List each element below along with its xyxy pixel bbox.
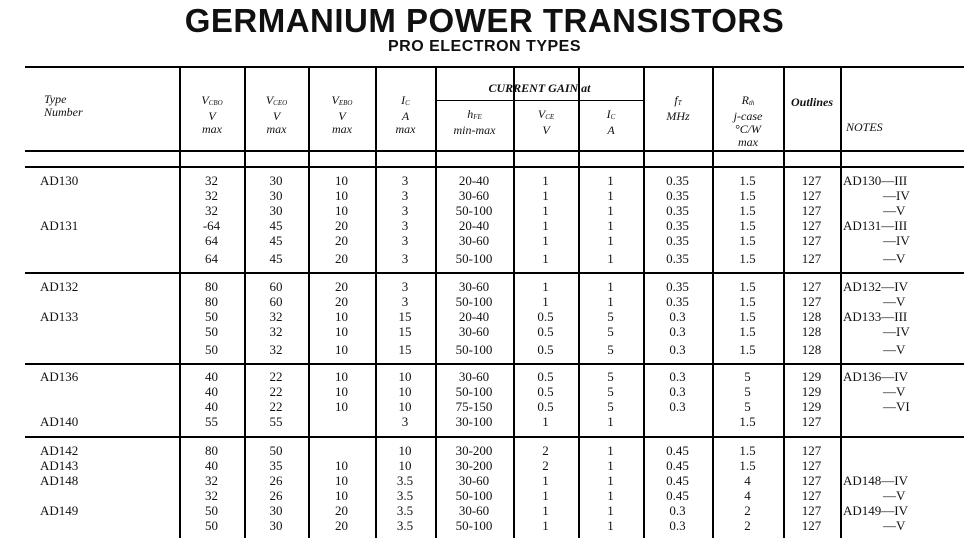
table-cell: 1 [607,503,614,518]
table-cell: 1 [542,414,549,429]
type-number-cell: AD133 [40,309,79,324]
table-cell: 0.5 [537,384,554,399]
table-cell: 0.35 [666,233,689,248]
table-cell: 3.5 [396,473,414,488]
table-cell: 2 [744,518,751,533]
table-cell: 1 [542,503,549,518]
table-cell: 127 [801,203,822,218]
header-vceo [245,94,308,136]
header-rth-symbol: R [741,93,749,107]
table-cell: 3 [401,188,409,203]
table-cell: 127 [801,294,822,309]
table-cell: 1 [607,458,614,473]
table-cell: 0.3 [669,503,686,518]
table-cell: 32 [205,188,218,203]
table-cell: 1 [607,203,614,218]
table-cell: 3 [401,294,409,309]
header-vceo-line: max [266,122,287,136]
table-cell: 5 [744,399,751,414]
table-cell: 127 [801,518,822,533]
table-cell: 129 [801,369,822,384]
table-cell: 1 [607,233,614,248]
table-cell: 32 [205,473,218,488]
table-cell: 50-100 [455,251,493,266]
table-cell: 10 [335,399,348,414]
type-number-cell: AD136 [40,369,79,384]
header-rth-line: j-case [733,109,763,123]
table-cell: 5 [607,309,614,324]
type-number-cell: AD132 [40,279,79,294]
notes-cell: —V [883,518,906,533]
header-gain-vce-line: V [542,123,550,137]
table-cell: 20 [335,503,348,518]
header-vcbo-subscript: CBO [208,99,223,107]
table-cell: 0.35 [666,279,689,294]
table-cell: 50-100 [455,294,493,309]
table-cell: 1 [607,294,614,309]
header-vebo-symbol: V [331,93,339,107]
table-cell: 60 [269,279,283,294]
header-ic-subscript: C [405,99,410,107]
header-gain-ic [579,108,643,137]
table-cell: 20 [335,233,348,248]
table-cell: 50-100 [455,203,493,218]
table-cell: 1 [542,173,549,188]
table-cell: 64 [205,251,218,266]
table-cell: 1.5 [739,458,756,473]
table-cell: 3 [401,173,409,188]
header-gain-vce-symbol: V [537,107,546,121]
header-vebo-line: V [338,109,346,123]
table-cell: 0.35 [666,251,689,266]
table-top-rule [25,66,964,68]
table-cell: 30 [269,203,283,218]
header-notes: NOTES [846,120,883,134]
table-cell: 10 [398,399,412,414]
header-ft-symbol: f [674,93,678,107]
table-cell: 127 [801,188,822,203]
group-separator [25,272,964,274]
header-type-number [44,93,164,119]
header-type-line: Number [44,105,83,119]
table-cell: 10 [335,384,348,399]
page-title: GERMANIUM POWER TRANSISTORS [184,2,785,39]
table-cell: 80 [205,279,218,294]
header-rth-subscript: th [748,99,755,107]
table-cell: 5 [744,369,751,384]
table-cell: 10 [335,173,348,188]
notes-cell: —V [883,251,906,266]
table-cell: 80 [205,443,218,458]
notes-cell: AD149—IV [843,503,908,518]
table-cell: 10 [335,458,348,473]
table-cell: 10 [398,443,412,458]
table-cell: 129 [801,384,822,399]
notes-cell: —IV [883,188,910,203]
table-cell: 3.5 [396,488,414,503]
table-cell: 30-200 [455,443,493,458]
table-cell: 32 [205,203,218,218]
header-gain-vce-subscript: CE [545,113,555,121]
table-cell: 129 [801,399,822,414]
table-cell: 2 [542,443,549,458]
table-cell: 1 [607,488,614,503]
header-gain-vce [514,108,578,137]
table-cell: 32 [269,324,283,339]
table-cell: 50 [205,342,218,357]
table-cell: 1.5 [739,203,756,218]
header-ic-line: A [401,109,410,123]
table-cell: 0.35 [666,218,689,233]
table-cell: 30-60 [458,188,490,203]
table-cell: 1 [542,279,549,294]
table-cell: 5 [744,384,751,399]
table-cell: 45 [269,251,283,266]
table-cell: 32 [205,488,218,503]
table-cell: 1 [542,294,549,309]
table-cell: 1.5 [739,218,756,233]
table-cell: 30-200 [455,458,493,473]
table-cell: 0.3 [669,324,686,339]
notes-cell: —VI [883,399,910,414]
table-cell: 5 [607,342,614,357]
header-hfe-symbol: h [467,107,474,121]
table-cell: 0.45 [666,443,689,458]
table-cell: 10 [335,309,348,324]
table-cell: 50-100 [455,518,493,533]
table-cell: 20 [335,218,348,233]
table-cell: 127 [801,218,822,233]
table-cell: 5 [607,384,614,399]
table-cell: 30 [269,188,283,203]
header-vceo-symbol: V [265,93,274,107]
table-cell: 0.45 [666,458,689,473]
header-hfe-line: min-max [453,123,496,137]
table-cell: 127 [801,458,822,473]
table-cell: 3.5 [396,518,414,533]
table-cell: 128 [801,309,822,324]
table-cell: 1 [607,414,614,429]
table-cell: 80 [205,294,218,309]
header-vceo-subscript: CEO [273,99,288,107]
table-cell: 1 [542,473,549,488]
notes-cell: AD131—III [843,218,908,233]
table-cell: 127 [801,279,822,294]
table-cell: 30-60 [458,279,490,294]
type-number-cell: AD130 [40,173,79,188]
table-cell: 1.5 [739,294,756,309]
table-cell: 55 [269,414,283,429]
table-cell: 1 [607,279,614,294]
table-cell: 4 [744,473,751,488]
table-cell: 30-60 [458,503,490,518]
table-cell: 127 [801,488,822,503]
table-cell: 22 [269,384,283,399]
table-cell: 60 [269,294,283,309]
table-cell: 20 [335,279,348,294]
table-cell: 0.45 [666,488,689,503]
table-cell: 3 [401,279,409,294]
table-cell: 10 [398,384,412,399]
table-cell: -64 [202,218,221,233]
table-cell: 45 [269,233,283,248]
header-ic-line: max [395,122,416,136]
table-cell: 15 [398,309,412,324]
table-cell: 0.3 [669,369,686,384]
table-cell: 50-100 [455,384,493,399]
header-outlines: Outlines [790,95,833,109]
group-separator [25,363,964,365]
table-cell: 4 [744,488,751,503]
table-cell: 40 [205,384,218,399]
table-cell: 1 [542,203,549,218]
table-cell: 10 [335,342,348,357]
notes-cell: AD133—III [843,309,908,324]
table-cell: 3 [401,218,409,233]
type-number-cell: AD143 [40,458,79,473]
table-cell: 32 [205,173,218,188]
header-ft-subscript: T [677,99,682,107]
header-current-gain: CURRENT GAIN at [488,81,591,95]
table-cell: 20-40 [458,173,490,188]
table-cell: 128 [801,324,822,339]
table-cell: 10 [398,458,412,473]
table-cell: 0.5 [537,324,554,339]
table-cell: 1.5 [739,443,756,458]
table-cell: 1.5 [739,324,756,339]
header-ic-symbol: I [401,93,406,107]
table-cell: 64 [205,233,218,248]
table-cell: 1 [542,233,549,248]
header-rth-line: max [738,135,758,149]
table-cell: 15 [398,324,412,339]
table-cell: 1.5 [739,342,756,357]
table-cell: 10 [335,203,348,218]
column-rule [840,67,842,538]
table-cell: 30-100 [455,414,493,429]
table-cell: 1 [607,443,614,458]
header-vcbo-symbol: V [201,93,209,107]
notes-cell: —V [883,342,906,357]
table-cell: 10 [335,369,348,384]
header-hfe-subscript: FE [473,113,482,121]
table-cell: 3 [401,414,409,429]
table-cell: 0.5 [537,399,554,414]
table-cell: 0.3 [669,384,686,399]
table-cell: 30 [269,173,283,188]
table-cell: 35 [269,458,283,473]
table-cell: 30-60 [458,233,490,248]
table-cell: 5 [607,369,614,384]
header-ft-line: MHz [666,109,690,123]
group-separator [25,436,964,438]
header-vcbo-line: V [208,109,216,123]
table-cell: 20 [335,251,348,266]
header-vcbo-line: max [202,122,222,136]
header-ft [644,94,712,123]
table-cell: 15 [398,342,412,357]
table-cell: 5 [607,399,614,414]
table-cell: 1.5 [739,309,756,324]
page-subtitle: PRO ELECTRON TYPES [387,38,582,55]
table-cell: 1 [607,188,614,203]
table-cell: 10 [335,188,348,203]
table-cell: 127 [801,233,822,248]
table-cell: 127 [801,173,822,188]
notes-cell: —IV [883,233,910,248]
table-cell: 0.35 [666,188,689,203]
table-cell: 10 [335,324,348,339]
table-cell: 2 [744,503,751,518]
table-cell: 2 [542,458,549,473]
table-cell: 32 [269,342,283,357]
header-gap-rule [25,166,964,168]
type-number-cell: AD148 [40,473,79,488]
table-cell: 10 [335,488,348,503]
notes-cell: AD136—IV [843,369,908,384]
notes-cell: —IV [883,324,910,339]
notes-cell: AD130—III [843,173,908,188]
table-cell: 50-100 [455,488,493,503]
notes-cell: —V [883,384,906,399]
gain-group-rule [435,100,643,101]
table-cell: 0.3 [669,309,686,324]
header-vebo-line: max [332,122,352,136]
type-number-cell: AD142 [40,443,79,458]
table-cell: 5 [607,324,614,339]
table-cell: 50 [205,309,218,324]
table-cell: 0.45 [666,473,689,488]
table-cell: 55 [205,414,218,429]
table-cell: 45 [269,218,283,233]
table-cell: 127 [801,414,822,429]
table-cell: 1 [542,251,549,266]
table-cell: 3 [401,251,409,266]
table-cell: 1 [542,488,549,503]
table-cell: 10 [398,369,412,384]
table-cell: 1 [607,518,614,533]
table-cell: 32 [269,309,283,324]
header-vebo-subscript: EBO [338,99,353,107]
table-cell: 75-150 [455,399,493,414]
header-rth [713,94,783,149]
table-cell: 40 [205,458,218,473]
table-cell: 1 [542,518,549,533]
table-cell: 0.35 [666,173,689,188]
table-cell: 0.3 [669,518,686,533]
table-cell: 0.5 [537,309,554,324]
table-cell: 127 [801,503,822,518]
table-cell: 20 [335,294,348,309]
header-type-line: Type [44,92,67,106]
table-cell: 1.5 [739,251,756,266]
notes-cell: AD132—IV [843,279,908,294]
table-cell: 128 [801,342,822,357]
table-cell: 1 [607,251,614,266]
header-hfe [436,108,513,137]
table-cell: 26 [269,488,283,503]
table-cell: 1.5 [739,233,756,248]
header-vceo-line: V [272,109,281,123]
type-number-cell: AD140 [40,414,79,429]
type-number-cell: AD131 [40,218,79,233]
table-cell: 50 [205,518,218,533]
table-cell: 1.5 [739,279,756,294]
table-cell: 1 [542,218,549,233]
table-cell: 30-60 [458,473,490,488]
notes-cell: —V [883,294,906,309]
notes-cell: —V [883,488,906,503]
table-cell: 1 [607,473,614,488]
table-cell: 0.35 [666,294,689,309]
table-cell: 20-40 [458,309,490,324]
table-cell: 30 [269,518,283,533]
table-cell: 0.5 [537,369,554,384]
table-cell: 0.5 [537,342,554,357]
table-cell: 50 [205,503,218,518]
table-cell: 1.5 [739,414,756,429]
header-ic [376,94,435,136]
table-cell: 1.5 [739,173,756,188]
header-gain-ic-subscript: C [610,113,616,121]
table-cell: 3 [401,233,409,248]
notes-cell: —V [883,203,906,218]
table-cell: 22 [269,369,283,384]
table-cell: 0.3 [669,342,686,357]
table-cell: 40 [205,369,218,384]
table-cell: 1 [607,173,614,188]
table-cell: 50 [269,443,283,458]
type-number-cell: AD149 [40,503,79,518]
table-cell: 0.35 [666,203,689,218]
header-gain-ic-symbol: I [606,107,611,121]
header-vcbo [180,94,244,136]
header-gain-ic-line: A [607,123,615,137]
table-cell: 3.5 [396,503,414,518]
table-cell: 1 [542,188,549,203]
header-bottom-rule [25,150,964,152]
table-cell: 127 [801,473,822,488]
notes-cell: AD148—IV [843,473,908,488]
table-cell: 30 [269,503,283,518]
table-cell: 50 [205,324,218,339]
table-cell: 50-100 [455,342,493,357]
header-vebo [309,94,375,136]
table-cell: 10 [335,473,348,488]
table-cell: 30-60 [458,369,490,384]
table-cell: 20 [335,518,348,533]
table-cell: 22 [269,399,283,414]
table-cell: 30-60 [458,324,490,339]
table-cell: 127 [801,251,822,266]
table-cell: 0.3 [669,399,686,414]
table-cell: 20-40 [458,218,490,233]
header-rth-line: °C/W [734,122,762,136]
table-cell: 3 [401,203,409,218]
table-cell: 40 [205,399,218,414]
table-cell: 1 [607,218,614,233]
table-cell: 1.5 [739,188,756,203]
table-cell: 127 [801,443,822,458]
table-cell: 26 [269,473,283,488]
